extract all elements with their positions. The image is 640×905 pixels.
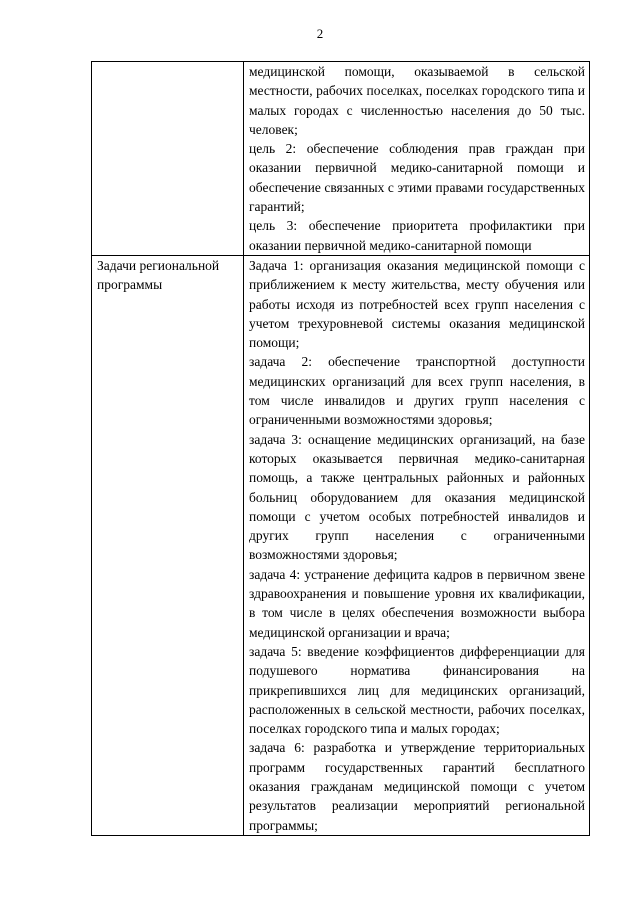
page-number: 2: [316, 26, 324, 41]
paragraph: цель 2: обеспечение соблюдения прав граждан при оказании первичной медико-санитарной помощи и обеспечение связанных с этими правами государственных гарантий;: [249, 141, 585, 215]
paragraph: задача 2: обеспечение транспортной доступности медицинских организаций для всех групп населения, в том числе инвалидов и других групп населения с ограниченными возможностями здоровья;: [249, 354, 585, 428]
paragraph: задача 5: введение коэффициентов дифференциации для подушевого норматива финансирования на прикрепившихся лиц для медицинских организаций, расположенных в сельской местности, рабочих поселках, поселках городского типа и малых городах;: [249, 643, 585, 737]
row-content-cell: [244, 255, 590, 835]
table-row: [92, 62, 590, 256]
row-label-cell: Задачи региональной программы: [92, 255, 244, 835]
paragraph: цель 3: обеспечение приоритета профилактики при оказании первичной медико-санитарной помощи: [249, 218, 585, 253]
row-content-cell: [244, 62, 590, 256]
row-label-cell: [92, 62, 244, 256]
table-row: [92, 255, 590, 835]
paragraph: медицинской помощи, оказываемой в сельской местности, рабочих поселках, поселках городского типа и малых городах с численностью населения до 50 тыс. человек;: [249, 64, 585, 137]
paragraph: задача 4: устранение дефицита кадров в первичном звене здравоохранения и повышение уровня их квалификации, в том числе в целях обеспечения возможности выбора медицинской организации и врача;: [249, 566, 585, 640]
paragraph: Задача 1: организация оказания медицинской помощи с приближением к месту жительства, месту обучения или работы исходя из потребностей всех групп населения с учетом трехуровневой системы оказания медицинской помощи;: [249, 257, 585, 351]
paragraph: задача 3: оснащение медицинских организаций, на базе которых оказывается первичная медико-санитарная помощь, а также центральных районных и районных больниц оборудованием для оказания медицинской помощи с учетом особых потребностей инвалидов и других групп населения с ограниченными возможностями здоровья;: [249, 431, 585, 563]
program-passport-table: [91, 61, 590, 836]
paragraph: задача 6: разработка и утверждение территориальных программ государственных гарантий бесплатного оказания гражданам медицинской помощи с учетом результатов реализации мероприятий региональной программы;: [249, 740, 585, 833]
